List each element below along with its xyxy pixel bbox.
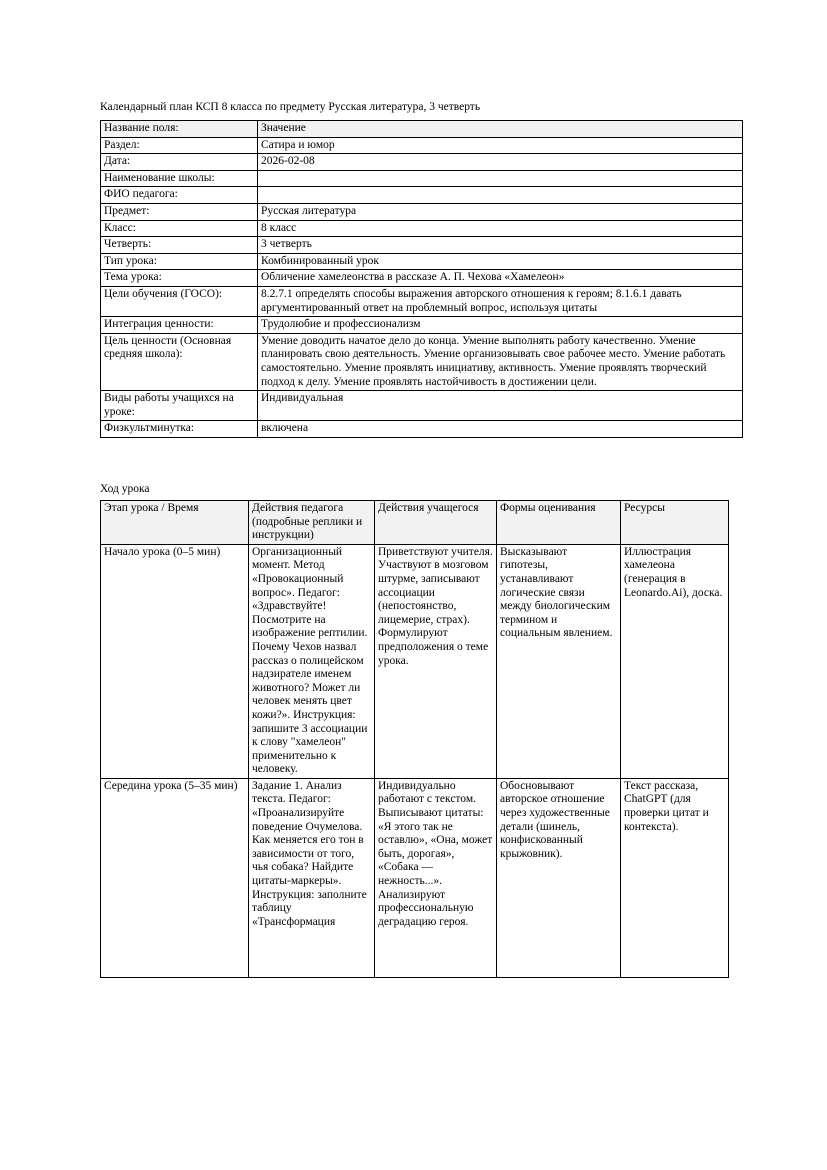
info-key: Раздел: [101, 137, 258, 154]
table-row [101, 391, 743, 421]
info-header-value: Значение [258, 121, 743, 138]
info-key: Класс: [101, 220, 258, 237]
table-row [101, 778, 729, 977]
cell-stage [101, 778, 249, 977]
table-row [101, 317, 743, 334]
info-value: Комбинированный урок [258, 253, 743, 270]
table-row [101, 270, 743, 287]
lesson-flow-header [101, 501, 729, 545]
info-value [258, 187, 743, 204]
cell-teacher-actions: Организационный момент. Метод «Провокационный вопрос». Педагог: «Здравствуйте! Посмотрите на изображение рептилии. Почему Чехов назвал рассказ о полицейском надзирателе именем животного? Может ли человек менять цвет кожи?». Инструкция: запишите 3 ассоциации к слову "хамелеон" применительно к человеку. [249, 544, 375, 778]
cell-teacher-actions-text: Задание 1. Анализ текста. Педагог: «Проанализируйте поведение Очумелова. Как меняется его тон в зависимости от того, чья собака? Найдите цитаты-маркеры». Инструкция: заполните таблицу «Трансформация [252, 779, 367, 928]
info-value: 8 класс [258, 220, 743, 237]
table-header-row [101, 501, 729, 545]
info-value: Индивидуальная [258, 391, 743, 421]
column-header-resources: Ресурсы [621, 501, 729, 545]
cell-stage: Начало урока (0–5 мин) [101, 544, 249, 778]
info-key: Наименование школы: [101, 170, 258, 187]
info-value: Обличение хамелеонства в рассказе А. П. Чехова «Хамелеон» [258, 270, 743, 287]
info-key: ФИО педагога: [101, 187, 258, 204]
info-value: 8.2.7.1 определять способы выражения авторского отношения к героям; 8.1.6.1 давать аргументированный ответ на проблемный вопрос, используя цитаты [258, 286, 743, 316]
table-row [101, 187, 743, 204]
info-value: 3 четверть [258, 237, 743, 254]
table-row [101, 286, 743, 316]
column-header-stage: Этап урока / Время [101, 501, 249, 545]
table-row [101, 203, 743, 220]
cell-student-actions: Приветствуют учителя. Участвуют в мозговом штурме, записывают ассоциации (непостоянство, лицемерие, страх). Формулируют предположения о теме урока. [375, 544, 497, 778]
column-header-assessment: Формы оценивания [497, 501, 621, 545]
info-value: Сатира и юмор [258, 137, 743, 154]
table-row [101, 170, 743, 187]
cell-assessment [497, 778, 621, 977]
lesson-flow-body [101, 544, 729, 977]
info-key: Четверть: [101, 237, 258, 254]
table-header-row [101, 121, 743, 138]
page-title: Календарный план КСП 8 класса по предмету Русская литература, 3 четверть [100, 101, 481, 113]
table-row [101, 220, 743, 237]
info-key: Физкультминутка: [101, 421, 258, 438]
info-key: Тип урока: [101, 253, 258, 270]
info-key: Интеграция ценности: [101, 317, 258, 334]
column-header-student-actions: Действия учащегося [375, 501, 497, 545]
cell-teacher-actions [249, 778, 375, 977]
cell-student-actions-text: Индивидуально работают с текстом. Выписывают цитаты: «Я этого так не оставлю», «Она, может быть, дорогая», «Собака — нежность...». Анализируют профессиональную деградацию героя. [378, 779, 493, 928]
cell-assessment-text: Обосновывают авторское отношение через художественные детали (шинель, конфискованный крыжовник). [500, 779, 610, 860]
cell-stage-text: Середина урока (5–35 мин) [104, 779, 238, 792]
info-key: Виды работы учащихся на уроке: [101, 391, 258, 421]
table-row [101, 253, 743, 270]
cell-resources-text: Текст рассказа, ChatGPT (для проверки цитат и контекста). [624, 779, 709, 833]
lesson-flow-table [100, 500, 729, 978]
info-key: Цель ценности (Основная средняя школа): [101, 333, 258, 390]
info-key: Дата: [101, 154, 258, 171]
cell-resources: Иллюстрация хамелеона (генерация в Leonardo.Ai), доска. [621, 544, 729, 778]
table-row [101, 154, 743, 171]
cell-student-actions [375, 778, 497, 977]
info-key: Тема урока: [101, 270, 258, 287]
lesson-info-body [101, 121, 743, 438]
table-row [101, 137, 743, 154]
column-header-teacher-actions: Действия педагога (подробные реплики и инструкции) [249, 501, 375, 545]
info-key: Цели обучения (ГОСО): [101, 286, 258, 316]
info-value: включена [258, 421, 743, 438]
section-label-lesson-flow: Ход урока [100, 483, 150, 495]
cell-assessment: Высказывают гипотезы, устанавливают логические связи между биологическим термином и социальным явлением. [497, 544, 621, 778]
table-row [101, 544, 729, 778]
info-value: Трудолюбие и профессионализм [258, 317, 743, 334]
table-row [101, 421, 743, 438]
lesson-info-table [100, 120, 743, 438]
info-header-field: Название поля: [101, 121, 258, 138]
table-row [101, 333, 743, 390]
table-row [101, 237, 743, 254]
info-value: Умение доводить начатое дело до конца. Умение выполнять работу качественно. Умение планировать свою деятельность. Умение организовывать свое рабочее место. Умение работать самостоятельно. Умение проявлять инициативу, активность. Умение проявлять творческий подход к делу. Умение проявлять настойчивость в достижении цели. [258, 333, 743, 390]
info-key: Предмет: [101, 203, 258, 220]
info-value: Русская литература [258, 203, 743, 220]
cell-resources [621, 778, 729, 977]
info-value [258, 170, 743, 187]
info-value: 2026-02-08 [258, 154, 743, 171]
